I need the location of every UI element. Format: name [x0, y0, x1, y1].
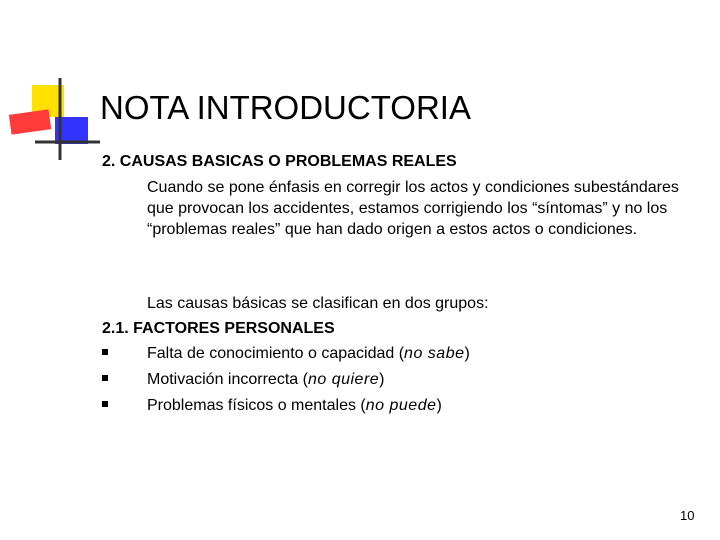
page-number: 10	[680, 508, 695, 523]
subsection-heading: 2.1. FACTORES PERSONALES	[102, 320, 335, 337]
intro-paragraph: Cuando se pone énfasis en corregir los actos y condiciones subestándares que provocan los accidentes, estamos corrigiendo los “síntomas” y no los “problemas reales” que han dado origen a estos actos o condiciones.	[147, 179, 679, 238]
section-heading: 2. CAUSAS BASICAS O PROBLEMAS REALES	[102, 153, 457, 170]
decorative-squares-logo	[0, 0, 110, 170]
bullet-text: Problemas físicos o mentales (	[147, 397, 366, 414]
bullet-emphasis: no sabe	[404, 345, 465, 362]
bullet-close: )	[436, 397, 442, 414]
red-square	[9, 109, 51, 134]
bullet-text: Motivación incorrecta (	[147, 371, 308, 388]
bullet-icon	[102, 349, 108, 355]
bullet-emphasis: no puede	[365, 397, 437, 414]
bullet-close: )	[464, 345, 470, 362]
bullet-close: )	[379, 371, 385, 388]
bullet-emphasis: no quiere	[307, 371, 380, 388]
bullet-icon	[102, 401, 108, 407]
slide-title: NOTA INTRODUCTORIA	[100, 89, 471, 126]
bullet-icon	[102, 375, 108, 381]
groups-intro: Las causas básicas se clasifican en dos grupos:	[147, 295, 489, 312]
bullet-text: Falta de conocimiento o capacidad (	[147, 345, 405, 362]
